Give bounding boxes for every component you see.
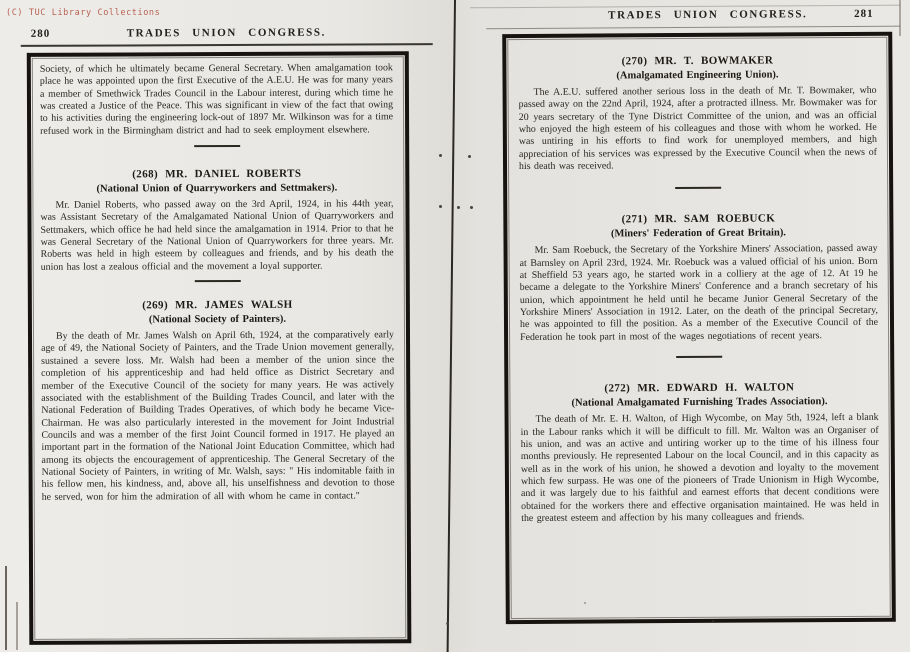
obituary-frame-right: [502, 32, 896, 624]
section-heading-270: (270) MR. T. BOWMAKER: [621, 54, 774, 68]
binding-dot: [468, 155, 471, 158]
section-heading-269: (269) MR. JAMES WALSH: [142, 298, 293, 312]
section-subheading-268: (National Union of Quarryworkers and Settmakers).: [96, 182, 338, 195]
section-divider: [675, 187, 721, 189]
page-left: [19, 23, 442, 647]
section-divider: [676, 356, 722, 358]
running-title-left: TRADES UNION CONGRESS.: [126, 26, 326, 40]
scan-speck: [712, 620, 714, 622]
scan-hairline-top: [470, 5, 900, 9]
header-rule-right: [486, 26, 900, 30]
page-edge-mark: [5, 566, 7, 650]
scan-speck: [446, 622, 449, 625]
section-heading-272: (272) MR. EDWARD H. WALTON: [604, 381, 795, 395]
obituary-paragraph: Mr. Sam Roebuck, the Secretary of the Yorkshire Miners' Association, passed away at Barnsley on April 23rd, 1924. Mr. Roebuck was a valued official of his union. Born at Sheffield 53 years ago, he started work in a colliery at the age of 12. At 19 he became a delegate to the Yorkshire Miners' Conference and a branch secretary of his union, which appointment he held until he became Junior General Secretary of the Yorkshire Miners' Association in 1912. Later, on the death of the principal Secretary, he was appointed to fill the position. As a member of the Executive Council of the Federation he took part in most of the wages negotiations of recent years.: [519, 243, 879, 343]
page-edge-mark: [16, 602, 18, 650]
section-subheading-270: (Amalgamated Engineering Union).: [616, 69, 779, 82]
section-divider: [194, 145, 240, 147]
book-gutter-line: [447, 0, 456, 652]
obituary-content-right: [507, 37, 891, 619]
page-number-left: 280: [30, 27, 51, 40]
obituary-frame-left: [27, 51, 412, 645]
obituary-paragraph: By the death of Mr. James Walsh on April 6th, 1924, at the comparatively early age of 49, the National Society of Painters, and the Trade Union movement generally, sustained a severe loss. Mr. Walsh had been a member of the union since the completion of his apprenticeship and had held office as District Secretary and member of the Executive Council of the society for many years. He was actively associated with the establishment of the Building Trades Council, and later with the National Federation of Building Trades Operatives, of which body he became Vice-Chairman. He was also particularly interested in the movement for Joint Industrial Councils and was a member of the first Joint Council formed in 1917. He played an important part in the formation of the National Joint Education Committee, which had among its objects the encouragement of apprenticeship. The General Secretary of the National Society of Painters, in writing of Mr. Walsh, says: " His indomitable faith in his fellow men, his kindness, and, above all, his unselfishness and devotion to those he served, won for him the admiration of all with whom he came in contact.": [41, 329, 395, 503]
obituary-paragraph: The A.E.U. suffered another serious loss in the death of Mr. T. Bowmaker, who passed away on the 22nd April, 1924, after a protracted illness. Mr. Bowmaker was for 20 years secretary of the Tyne District Committee of the union, and was an official who enjoyed the high esteem of his colleagues and those with whom he worked. He was untiring in his efforts to find work for unemployed members, and high appreciation of his services was expressed by the Executive Council when the news of his death was received.: [518, 84, 877, 173]
section-heading-271: (271) MR. SAM ROEBUCK: [621, 212, 776, 226]
binding-dot: [457, 206, 460, 209]
header-rule-left: [21, 43, 433, 47]
scan-speck: [584, 602, 586, 604]
section-heading-268: (268) MR. DANIEL ROBERTS: [132, 167, 302, 181]
section-divider: [194, 280, 240, 282]
running-title-right: TRADES UNION CONGRESS.: [608, 8, 808, 22]
obituary-paragraph: Society, of which he ultimately became General Secretary. When amalgamation took place he was appointed upon the first Executive of the A.E.U. He was for many years a member of Smethwick Trades Council in the Labour interest, during which time he was created a Justice of the Peace. This was significant in view of the fact that owing to his activities during the engineering lock-out of 1897 Mr. Wilkinson was for a time refused work in the Birmingham district and had to seek employment elsewhere.: [39, 62, 394, 137]
page-right: [458, 0, 910, 649]
section-subheading-272: (National Amalgamated Furnishing Trades Association).: [571, 396, 828, 409]
scan-corner-mark: [0, 0, 4, 21]
binding-dot: [470, 206, 473, 209]
obituary-paragraph: Mr. Daniel Roberts, who passed away on the 3rd April, 1924, in his 44th year, was Assistant Secretary of the Amalgamated National Union of Quarryworkers and Settmakers, which office he had held since the amalgamation in 1914. Prior to that he was General Secretary of the National Union of Quarryworkers for three years. Mr. Roberts was held in high esteem by colleagues and friends, and by his death the union has lost a zealous official and the movement a loyal supporter.: [40, 198, 394, 273]
section-subheading-269: (National Society of Painters).: [148, 313, 287, 326]
watermark: (C) TUC Library Collections: [6, 8, 161, 18]
binding-dot: [439, 205, 442, 208]
obituary-content-left: [32, 56, 407, 640]
section-subheading-271: (Miners' Federation of Great Britain).: [610, 227, 786, 240]
page-edge-mark: [899, 0, 901, 36]
page-number-right: 281: [854, 7, 874, 20]
binding-dot: [439, 154, 442, 157]
obituary-paragraph: The death of Mr. E. H. Walton, of High Wycombe, on May 5th, 1924, left a blank in the Labour ranks which it will be difficult to fill. Mr. Walton was an Organiser of his union, and was an active and untiring worker up to the time of his illness four months previously. He represented Labour on the local Council, and in this capacity as well as in the work of his union, he showed a devotion and loyalty to the movement which few surpass. He was one of the pioneers of Trade Unionism in High Wycombe, and it was largely due to his faithful and earnest efforts that decent conditions were obtained for the workers there and effective organisation maintained. He was held in the greatest esteem and affection by his many colleagues and friends.: [520, 411, 880, 524]
